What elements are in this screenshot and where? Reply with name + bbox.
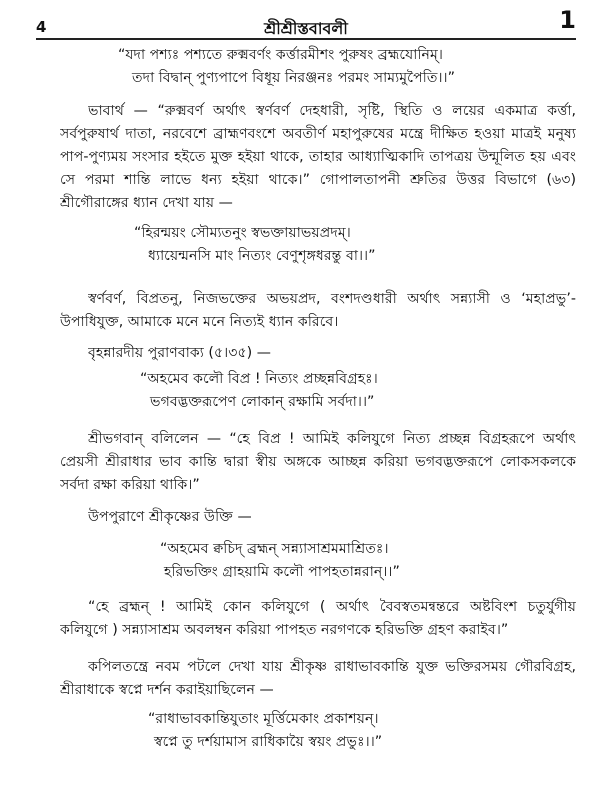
header-rule	[36, 38, 576, 40]
paragraph-line: শ্রীরাধাকে স্বপ্নে দর্শন করাইয়াছিলেন —	[60, 682, 274, 698]
paragraph-line: কপিলতন্ত্রে নবম পটলে দেখা যায় শ্রীকৃষ্ণ রাধাভাবকান্তি যুক্ত ভক্তিরসময় গৌরবিগ্রহ,	[88, 659, 576, 675]
paragraph-line: “হে ব্রহ্মন্ ! আমিই কোন কলিযুগে ( অর্থাৎ বৈবস্বতমন্বন্তরে অষ্টবিংশ চতুর্যুগীয়	[88, 599, 576, 615]
verse-4	[160, 538, 580, 584]
verse-1	[118, 44, 588, 90]
verse-line: “হিরন্ময়ং সৌম্যতনুং স্বভক্তায়াভয়প্রদম্।	[134, 225, 351, 241]
verse-line: “অহমেব কলৌ বিপ্র ! নিত্যং প্রচ্ছন্নবিগ্রহঃ।	[140, 371, 378, 387]
paragraph-2	[60, 288, 576, 334]
corner-mark: 1	[559, 6, 576, 34]
citation-line: বৃহন্নারদীয় পুরাণবাক্য (৫।৩৫) —	[88, 345, 271, 361]
verse-2	[134, 222, 574, 268]
paragraph-line: প্রেয়সী শ্রীরাধার ভাব কান্তি দ্বারা স্বীয় অঙ্গকে আচ্ছন্ন করিয়া ভগবদ্ভক্তরূপে লোকসকলকে	[60, 454, 576, 470]
paragraph-line: পাপ-পুণ্যময় সংসার হইতে মুক্ত হইয়া থাকে, তাহার আধ্যাত্মিকাদি তাপত্রয় উন্মূলিত হয় এবং	[60, 149, 576, 165]
paragraph-line: শ্রীভগবান্ বলিলেন — “হে বিপ্র ! আমিই কলিযুগে নিত্য প্রচ্ছন্ন বিগ্রহরূপে অর্থাৎ	[88, 431, 576, 447]
source-citation-1	[88, 342, 576, 365]
paragraph-5	[60, 656, 576, 702]
verse-line: ধ্যায়েন্মনসি মাং নিত্যং বেণুশৃঙ্গধরন্তু বা।।”	[148, 248, 376, 264]
verse-line: হরিভক্তিং গ্রাহয়ামি কলৌ পাপহতান্নরান্।।”	[164, 564, 400, 580]
verse-3	[140, 368, 580, 414]
verse-5	[148, 708, 578, 754]
verse-line: “রাধাভাবকান্তিযুতাং মূর্ত্তিমেকাং প্রকাশয়ন্।	[148, 711, 379, 727]
paragraph-line: শ্রীগৌরাঙ্গের ধ্যান দেখা যায় —	[60, 195, 233, 211]
paragraph-line: সর্বপুরুষার্থ দাতা, নরবেশে ব্রাহ্মণবংশে অবতীর্ণ মহাপুরুষের মন্ত্রে দীক্ষিত হওয়া মাত্রই মনুষ্য	[60, 126, 576, 142]
verse-line: তদা বিদ্বান্ পুণ্যপাপে বিধূয় নিরঞ্জনঃ পরমং সাম্যমুপৈতি।।”	[132, 70, 455, 86]
paragraph-line: সর্বদা রক্ষা করিয়া থাকি।”	[60, 477, 200, 493]
verse-line: ভগবদ্ভক্তরূপেণ লোকান্ রক্ষামি সর্বদা।।”	[150, 394, 375, 410]
verse-line: “অহমেব ক্বচিদ্ ব্রহ্মন্ সন্ন্যাসাশ্রমমাশ্রিতঃ।	[160, 541, 389, 557]
paragraph-line: উপাধিযুক্ত, আমাকে মনে মনে নিত্যই ধ্যান করিবে।	[60, 314, 339, 330]
paragraph-line: স্বর্ণবর্ণ, বিপ্রতনু, নিজভক্তের অভয়প্রদ, বংশদণ্ডধারী অর্থাৎ সন্ন্যাসী ও ‘মহাপ্রভু’-	[88, 291, 576, 307]
source-citation-2	[88, 506, 576, 529]
paragraph-4	[60, 596, 576, 642]
citation-line: উপপুরাণে শ্রীকৃষ্ণের উক্তি —	[88, 509, 252, 525]
paragraph-3	[60, 428, 576, 497]
paragraph-1	[60, 100, 576, 215]
paragraph-line: সে পরমা শান্তি লাভে ধন্য হইয়া থাকে।” গোপালতাপনী শ্রুতির উত্তর বিভাগে (৬৩)	[60, 172, 576, 188]
paragraph-line: কলিযুগে ) সন্ন্যাসাশ্রম অবলম্বন করিয়া পাপহত নরগণকে হরিভক্তি গ্রহণ করাইব।”	[60, 622, 509, 638]
page-number: 4	[36, 18, 47, 36]
running-title: শ্রীশ্রীস্তবাবলী	[264, 19, 348, 38]
verse-line: “যদা পশ্যঃ পশ্যতে রুক্মবর্ণং কর্ত্তারমীশং পুরুষং ব্রহ্মযোনিম্।	[118, 47, 443, 63]
paragraph-line: ভাবার্থ — “রুক্মবর্ণ অর্থাৎ স্বর্ণবর্ণ দেহধারী, সৃষ্টি, স্থিতি ও লয়ের একমাত্র কর্ত্তা,	[88, 103, 576, 119]
verse-line: স্বপ্নে তু দর্শয়ামাস রাধিকায়ৈ স্বয়ং প্রভুঃ।।”	[154, 734, 383, 750]
